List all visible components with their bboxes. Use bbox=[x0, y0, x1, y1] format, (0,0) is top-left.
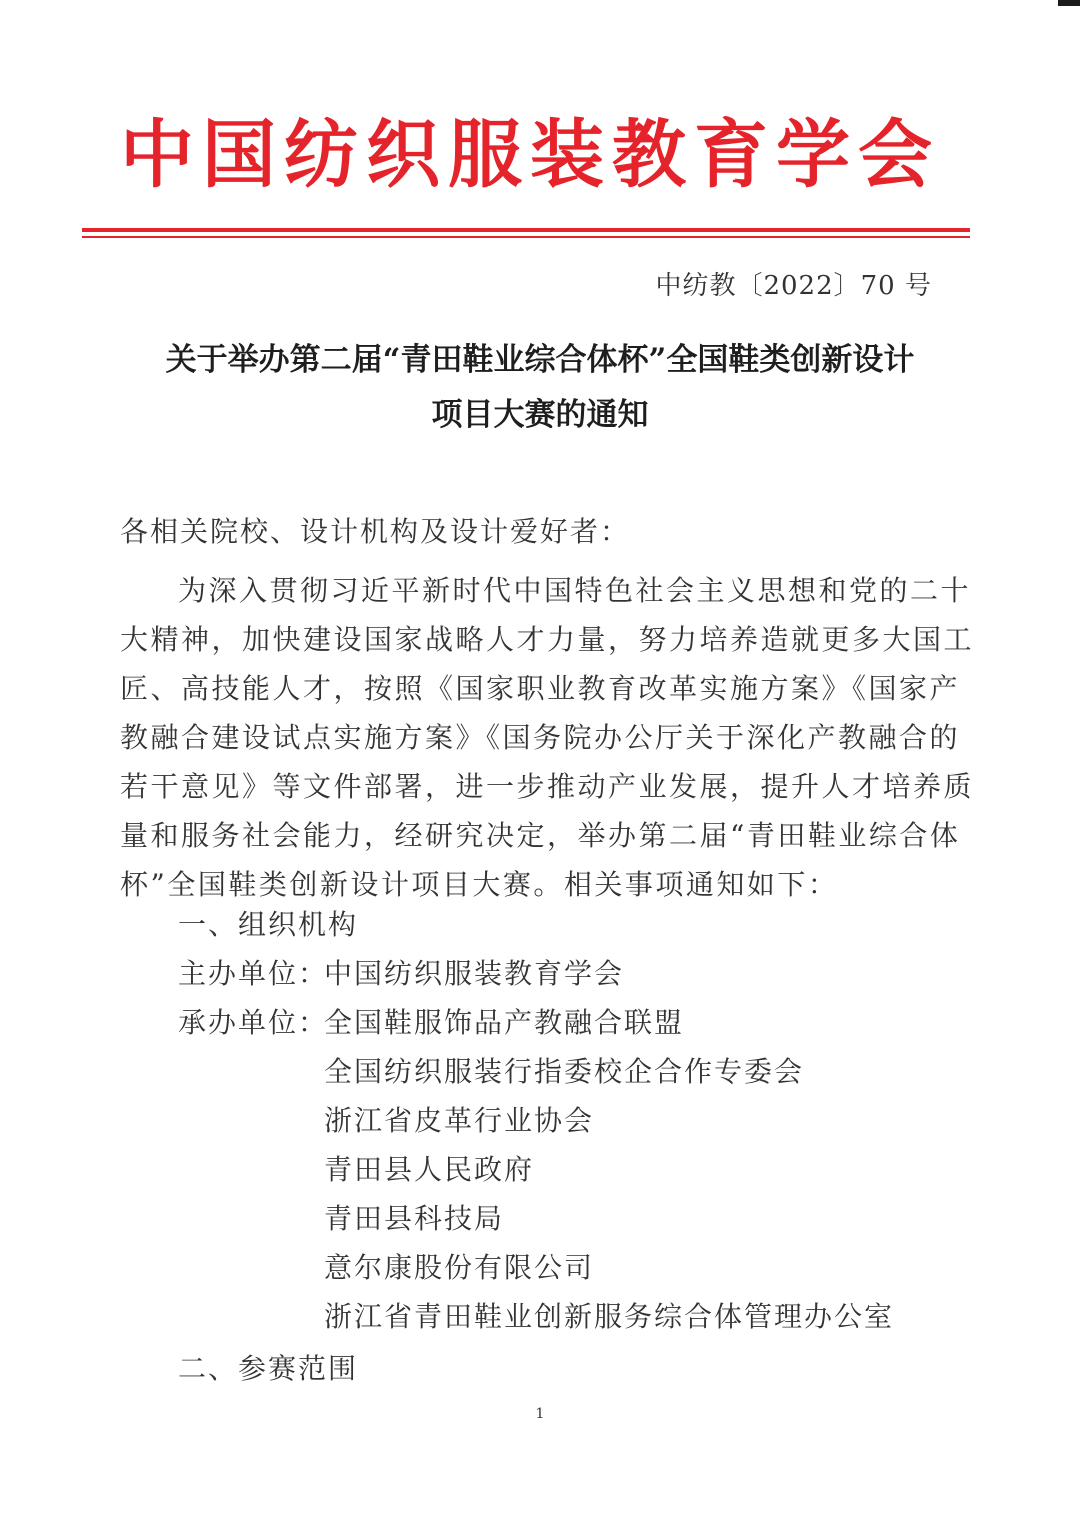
body-line: 杯”全国鞋类创新设计项目大赛。相关事项通知如下： bbox=[120, 868, 839, 901]
notice-title-line-1: 关于举办第二届“青田鞋业综合体杯”全国鞋类创新设计 bbox=[165, 342, 915, 378]
body-paragraph bbox=[120, 566, 975, 909]
host-name: 中国纺织服装教育学会 bbox=[324, 957, 625, 990]
organizer-item: 全国纺织服装行指委校企合作专委会 bbox=[324, 1055, 805, 1088]
organizer-item: 意尔康股份有限公司 bbox=[324, 1251, 595, 1284]
organizer-label: 承办单位： bbox=[178, 1006, 329, 1039]
notice-title-line-2: 项目大赛的通知 bbox=[431, 397, 649, 433]
salutation: 各相关院校、设计机构及设计爱好者： bbox=[120, 515, 631, 548]
organization-header: 中国纺织服装教育学会 bbox=[120, 112, 940, 198]
body-line: 为深入贯彻习近平新时代中国特色社会主义思想和党的二十 bbox=[178, 574, 972, 607]
organizer-item: 青田县人民政府 bbox=[324, 1153, 535, 1186]
section-1-heading: 一、组织机构 bbox=[178, 908, 359, 941]
header-rule-thick bbox=[82, 228, 970, 232]
document-number: 中纺教〔2022〕70 号 bbox=[655, 271, 932, 301]
organizer-item: 青田县科技局 bbox=[324, 1202, 505, 1235]
body-line: 大精神，加快建设国家战略人才力量，努力培养造就更多大国工 bbox=[120, 623, 975, 656]
page-number: 1 bbox=[535, 1406, 545, 1422]
organizer-item: 全国鞋服饰品产教融合联盟 bbox=[324, 1006, 685, 1039]
scan-corner-mark bbox=[1058, 0, 1080, 6]
body-line: 量和服务社会能力，经研究决定，举办第二届“青田鞋业综合体 bbox=[120, 819, 961, 852]
section-2-heading: 二、参赛范围 bbox=[178, 1352, 359, 1385]
body-line: 匠、高技能人才，按照《国家职业教育改革实施方案》《国家产 bbox=[120, 672, 961, 705]
organizer-item: 浙江省青田鞋业创新服务综合体管理办公室 bbox=[324, 1300, 895, 1333]
host-label: 主办单位： bbox=[178, 957, 329, 990]
body-line: 若干意见》等文件部署，进一步推动产业发展，提升人才培养质 bbox=[120, 770, 975, 803]
header-rule-thin bbox=[82, 236, 970, 238]
organizer-item: 浙江省皮革行业协会 bbox=[324, 1104, 595, 1137]
body-line: 教融合建设试点实施方案》《国务院办公厅关于深化产教融合的 bbox=[120, 721, 961, 754]
